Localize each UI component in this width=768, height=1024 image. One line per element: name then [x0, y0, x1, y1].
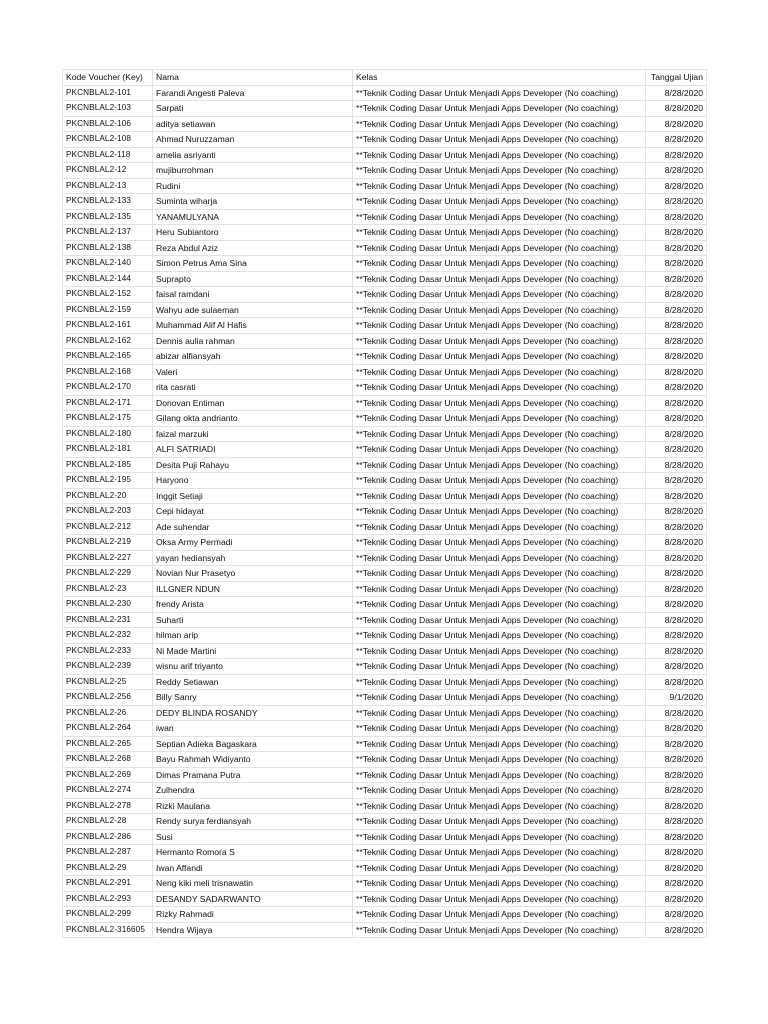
cell-kelas: **Teknik Coding Dasar Untuk Menjadi Apps Developer (No coaching)	[353, 85, 646, 101]
cell-kode-voucher: PKCNBLAL2-165	[63, 349, 153, 365]
cell-kode-voucher: PKCNBLAL2-203	[63, 504, 153, 520]
cell-kode-voucher: PKCNBLAL2-274	[63, 783, 153, 799]
cell-tanggal-ujian: 8/28/2020	[646, 178, 707, 194]
table-row	[63, 922, 707, 938]
table-row	[63, 659, 707, 675]
table-row	[63, 411, 707, 427]
cell-tanggal-ujian: 8/28/2020	[646, 411, 707, 427]
cell-kelas: **Teknik Coding Dasar Untuk Menjadi Apps Developer (No coaching)	[353, 194, 646, 210]
cell-nama: Rizki Maulana	[153, 798, 353, 814]
cell-tanggal-ujian: 8/28/2020	[646, 380, 707, 396]
cell-tanggal-ujian: 8/28/2020	[646, 442, 707, 458]
cell-nama: Rudini	[153, 178, 353, 194]
cell-tanggal-ujian: 8/28/2020	[646, 674, 707, 690]
cell-kode-voucher: PKCNBLAL2-162	[63, 333, 153, 349]
cell-kode-voucher: PKCNBLAL2-159	[63, 302, 153, 318]
table-row	[63, 163, 707, 179]
table-body	[63, 70, 707, 938]
cell-tanggal-ujian: 8/28/2020	[646, 860, 707, 876]
cell-tanggal-ujian: 8/28/2020	[646, 287, 707, 303]
cell-kelas: **Teknik Coding Dasar Untuk Menjadi Apps Developer (No coaching)	[353, 783, 646, 799]
table-row	[63, 643, 707, 659]
cell-tanggal-ujian: 8/28/2020	[646, 581, 707, 597]
cell-kelas: **Teknik Coding Dasar Untuk Menjadi Apps Developer (No coaching)	[353, 535, 646, 551]
cell-kelas: **Teknik Coding Dasar Untuk Menjadi Apps Developer (No coaching)	[353, 411, 646, 427]
cell-tanggal-ujian: 8/28/2020	[646, 566, 707, 582]
cell-kelas: **Teknik Coding Dasar Untuk Menjadi Apps Developer (No coaching)	[353, 519, 646, 535]
table-row	[63, 581, 707, 597]
table-row	[63, 504, 707, 520]
cell-kode-voucher: PKCNBLAL2-20	[63, 488, 153, 504]
cell-tanggal-ujian: 8/28/2020	[646, 721, 707, 737]
cell-kelas: **Teknik Coding Dasar Untuk Menjadi Apps Developer (No coaching)	[353, 287, 646, 303]
cell-kode-voucher: PKCNBLAL2-137	[63, 225, 153, 241]
cell-tanggal-ujian: 8/28/2020	[646, 829, 707, 845]
cell-kelas: **Teknik Coding Dasar Untuk Menjadi Apps Developer (No coaching)	[353, 798, 646, 814]
cell-tanggal-ujian: 8/28/2020	[646, 163, 707, 179]
cell-kode-voucher: PKCNBLAL2-29	[63, 860, 153, 876]
cell-tanggal-ujian: 8/28/2020	[646, 891, 707, 907]
cell-kelas: **Teknik Coding Dasar Untuk Menjadi Apps Developer (No coaching)	[353, 566, 646, 582]
cell-tanggal-ujian: 8/28/2020	[646, 643, 707, 659]
table-row	[63, 674, 707, 690]
cell-nama: Wahyu ade sulaeman	[153, 302, 353, 318]
voucher-table	[62, 69, 707, 938]
cell-kelas: **Teknik Coding Dasar Untuk Menjadi Apps Developer (No coaching)	[353, 116, 646, 132]
cell-nama: Valeri	[153, 364, 353, 380]
cell-kode-voucher: PKCNBLAL2-233	[63, 643, 153, 659]
table-row	[63, 752, 707, 768]
cell-nama: Dimas Pramana Putra	[153, 767, 353, 783]
table-row	[63, 209, 707, 225]
table-row	[63, 85, 707, 101]
cell-tanggal-ujian: 8/28/2020	[646, 101, 707, 117]
table-row	[63, 488, 707, 504]
cell-kode-voucher: PKCNBLAL2-231	[63, 612, 153, 628]
table-row	[63, 891, 707, 907]
cell-tanggal-ujian: 8/28/2020	[646, 85, 707, 101]
cell-kelas: **Teknik Coding Dasar Untuk Menjadi Apps Developer (No coaching)	[353, 147, 646, 163]
cell-kelas: **Teknik Coding Dasar Untuk Menjadi Apps Developer (No coaching)	[353, 550, 646, 566]
cell-kelas: **Teknik Coding Dasar Untuk Menjadi Apps Developer (No coaching)	[353, 891, 646, 907]
cell-kode-voucher: PKCNBLAL2-12	[63, 163, 153, 179]
cell-tanggal-ujian: 8/28/2020	[646, 225, 707, 241]
cell-kode-voucher: PKCNBLAL2-239	[63, 659, 153, 675]
cell-nama: Cepi hidayat	[153, 504, 353, 520]
cell-kelas: **Teknik Coding Dasar Untuk Menjadi Apps Developer (No coaching)	[353, 829, 646, 845]
cell-nama: amelia asriyanti	[153, 147, 353, 163]
cell-kode-voucher: PKCNBLAL2-118	[63, 147, 153, 163]
cell-nama: Billy Sanry	[153, 690, 353, 706]
table-row	[63, 628, 707, 644]
cell-nama: Sarpati	[153, 101, 353, 117]
cell-kelas: **Teknik Coding Dasar Untuk Menjadi Apps Developer (No coaching)	[353, 302, 646, 318]
table-row	[63, 612, 707, 628]
cell-nama: Ade suhendar	[153, 519, 353, 535]
cell-kelas: **Teknik Coding Dasar Untuk Menjadi Apps Developer (No coaching)	[353, 333, 646, 349]
cell-tanggal-ujian: 8/28/2020	[646, 194, 707, 210]
cell-kelas: **Teknik Coding Dasar Untuk Menjadi Apps Developer (No coaching)	[353, 736, 646, 752]
cell-nama: faisal ramdani	[153, 287, 353, 303]
cell-nama: faizal marzuki	[153, 426, 353, 442]
cell-kelas: **Teknik Coding Dasar Untuk Menjadi Apps Developer (No coaching)	[353, 349, 646, 365]
cell-tanggal-ujian: 8/28/2020	[646, 209, 707, 225]
cell-nama: Suharti	[153, 612, 353, 628]
cell-kode-voucher: PKCNBLAL2-152	[63, 287, 153, 303]
cell-kelas: **Teknik Coding Dasar Untuk Menjadi Apps Developer (No coaching)	[353, 426, 646, 442]
cell-kelas: **Teknik Coding Dasar Untuk Menjadi Apps Developer (No coaching)	[353, 442, 646, 458]
cell-kode-voucher: PKCNBLAL2-26	[63, 705, 153, 721]
cell-nama: DESANDY SADARWANTO	[153, 891, 353, 907]
cell-tanggal-ujian: 8/28/2020	[646, 457, 707, 473]
table-row	[63, 380, 707, 396]
cell-kode-voucher: PKCNBLAL2-106	[63, 116, 153, 132]
table-row	[63, 473, 707, 489]
cell-kelas: **Teknik Coding Dasar Untuk Menjadi Apps Developer (No coaching)	[353, 612, 646, 628]
cell-kelas: **Teknik Coding Dasar Untuk Menjadi Apps Developer (No coaching)	[353, 209, 646, 225]
cell-nama: Oksa Army Permadi	[153, 535, 353, 551]
cell-nama: Neng kiki meli trisnawatin	[153, 876, 353, 892]
cell-kode-voucher: PKCNBLAL2-144	[63, 271, 153, 287]
cell-kelas: **Teknik Coding Dasar Untuk Menjadi Apps Developer (No coaching)	[353, 380, 646, 396]
cell-kelas: **Teknik Coding Dasar Untuk Menjadi Apps Developer (No coaching)	[353, 674, 646, 690]
table-row	[63, 349, 707, 365]
cell-kode-voucher: PKCNBLAL2-133	[63, 194, 153, 210]
cell-kode-voucher: PKCNBLAL2-13	[63, 178, 153, 194]
table-row	[63, 550, 707, 566]
cell-tanggal-ujian: 9/1/2020	[646, 690, 707, 706]
table-row	[63, 721, 707, 737]
cell-nama: yayan hediansyah	[153, 550, 353, 566]
cell-nama: Inggit Setiaji	[153, 488, 353, 504]
cell-tanggal-ujian: 8/28/2020	[646, 612, 707, 628]
header-tanggal-ujian: Tanggal Ujian	[646, 70, 707, 86]
cell-kode-voucher: PKCNBLAL2-229	[63, 566, 153, 582]
cell-tanggal-ujian: 8/28/2020	[646, 364, 707, 380]
cell-kode-voucher: PKCNBLAL2-316605	[63, 922, 153, 938]
cell-nama: rita casrati	[153, 380, 353, 396]
cell-kode-voucher: PKCNBLAL2-28	[63, 814, 153, 830]
cell-nama: hilman arip	[153, 628, 353, 644]
table-row	[63, 690, 707, 706]
cell-kelas: **Teknik Coding Dasar Untuk Menjadi Apps Developer (No coaching)	[353, 860, 646, 876]
cell-tanggal-ujian: 8/28/2020	[646, 271, 707, 287]
cell-tanggal-ujian: 8/28/2020	[646, 395, 707, 411]
cell-nama: Novian Nur Prasetyo	[153, 566, 353, 582]
cell-tanggal-ujian: 8/28/2020	[646, 907, 707, 923]
cell-kode-voucher: PKCNBLAL2-161	[63, 318, 153, 334]
header-row	[63, 70, 707, 86]
cell-nama: Suminta wiharja	[153, 194, 353, 210]
cell-kode-voucher: PKCNBLAL2-268	[63, 752, 153, 768]
cell-nama: iwan	[153, 721, 353, 737]
table-row	[63, 302, 707, 318]
cell-kelas: **Teknik Coding Dasar Untuk Menjadi Apps Developer (No coaching)	[353, 705, 646, 721]
cell-nama: Haryono	[153, 473, 353, 489]
cell-nama: frendy Arista	[153, 597, 353, 613]
cell-nama: wisnu arif triyanto	[153, 659, 353, 675]
cell-tanggal-ujian: 8/28/2020	[646, 116, 707, 132]
cell-kode-voucher: PKCNBLAL2-25	[63, 674, 153, 690]
cell-kelas: **Teknik Coding Dasar Untuk Menjadi Apps Developer (No coaching)	[353, 163, 646, 179]
cell-kode-voucher: PKCNBLAL2-212	[63, 519, 153, 535]
cell-kode-voucher: PKCNBLAL2-278	[63, 798, 153, 814]
cell-nama: Hermanto Romora S	[153, 845, 353, 861]
cell-kode-voucher: PKCNBLAL2-170	[63, 380, 153, 396]
cell-nama: YANAMULYANA	[153, 209, 353, 225]
cell-kelas: **Teknik Coding Dasar Untuk Menjadi Apps Developer (No coaching)	[353, 752, 646, 768]
cell-nama: Muhammad Alif Al Hafis	[153, 318, 353, 334]
cell-nama: Iwan Affandi	[153, 860, 353, 876]
cell-kode-voucher: PKCNBLAL2-287	[63, 845, 153, 861]
cell-tanggal-ujian: 8/28/2020	[646, 845, 707, 861]
cell-kode-voucher: PKCNBLAL2-23	[63, 581, 153, 597]
cell-nama: Gilang okta andrianto	[153, 411, 353, 427]
cell-kode-voucher: PKCNBLAL2-138	[63, 240, 153, 256]
cell-kode-voucher: PKCNBLAL2-103	[63, 101, 153, 117]
table-row	[63, 876, 707, 892]
cell-nama: Reza Abdul Aziz	[153, 240, 353, 256]
cell-kode-voucher: PKCNBLAL2-269	[63, 767, 153, 783]
cell-tanggal-ujian: 8/28/2020	[646, 147, 707, 163]
cell-kelas: **Teknik Coding Dasar Untuk Menjadi Apps Developer (No coaching)	[353, 814, 646, 830]
cell-nama: DEDY BLINDA ROSANDY	[153, 705, 353, 721]
table-row	[63, 798, 707, 814]
cell-tanggal-ujian: 8/28/2020	[646, 876, 707, 892]
table-row	[63, 736, 707, 752]
cell-kelas: **Teknik Coding Dasar Untuk Menjadi Apps Developer (No coaching)	[353, 225, 646, 241]
cell-tanggal-ujian: 8/28/2020	[646, 814, 707, 830]
cell-kelas: **Teknik Coding Dasar Untuk Menjadi Apps Developer (No coaching)	[353, 318, 646, 334]
cell-tanggal-ujian: 8/28/2020	[646, 488, 707, 504]
cell-kode-voucher: PKCNBLAL2-219	[63, 535, 153, 551]
cell-kelas: **Teknik Coding Dasar Untuk Menjadi Apps Developer (No coaching)	[353, 922, 646, 938]
cell-kode-voucher: PKCNBLAL2-264	[63, 721, 153, 737]
cell-tanggal-ujian: 8/28/2020	[646, 256, 707, 272]
cell-tanggal-ujian: 8/28/2020	[646, 426, 707, 442]
cell-nama: mujiburrohman	[153, 163, 353, 179]
cell-kode-voucher: PKCNBLAL2-299	[63, 907, 153, 923]
cell-kelas: **Teknik Coding Dasar Untuk Menjadi Apps Developer (No coaching)	[353, 256, 646, 272]
cell-kelas: **Teknik Coding Dasar Untuk Menjadi Apps Developer (No coaching)	[353, 364, 646, 380]
cell-tanggal-ujian: 8/28/2020	[646, 473, 707, 489]
cell-kelas: **Teknik Coding Dasar Untuk Menjadi Apps Developer (No coaching)	[353, 767, 646, 783]
table-row	[63, 178, 707, 194]
cell-tanggal-ujian: 8/28/2020	[646, 519, 707, 535]
cell-nama: Farandi Angesti Paleva	[153, 85, 353, 101]
cell-kelas: **Teknik Coding Dasar Untuk Menjadi Apps Developer (No coaching)	[353, 659, 646, 675]
cell-nama: Hendra Wijaya	[153, 922, 353, 938]
table-row	[63, 783, 707, 799]
cell-nama: ILLGNER NDUN	[153, 581, 353, 597]
table-row	[63, 442, 707, 458]
cell-nama: abizar alfiansyah	[153, 349, 353, 365]
cell-tanggal-ujian: 8/28/2020	[646, 302, 707, 318]
cell-kelas: **Teknik Coding Dasar Untuk Menjadi Apps Developer (No coaching)	[353, 132, 646, 148]
cell-kode-voucher: PKCNBLAL2-293	[63, 891, 153, 907]
cell-tanggal-ujian: 8/28/2020	[646, 333, 707, 349]
cell-kode-voucher: PKCNBLAL2-230	[63, 597, 153, 613]
cell-kelas: **Teknik Coding Dasar Untuk Menjadi Apps Developer (No coaching)	[353, 271, 646, 287]
table-row	[63, 426, 707, 442]
header-kode-voucher: Kode Voucher (Key)	[63, 70, 153, 86]
table-row	[63, 364, 707, 380]
cell-kelas: **Teknik Coding Dasar Untuk Menjadi Apps Developer (No coaching)	[353, 721, 646, 737]
cell-kode-voucher: PKCNBLAL2-175	[63, 411, 153, 427]
cell-kelas: **Teknik Coding Dasar Untuk Menjadi Apps Developer (No coaching)	[353, 876, 646, 892]
table-row	[63, 814, 707, 830]
cell-kelas: **Teknik Coding Dasar Untuk Menjadi Apps Developer (No coaching)	[353, 581, 646, 597]
cell-kelas: **Teknik Coding Dasar Untuk Menjadi Apps Developer (No coaching)	[353, 101, 646, 117]
cell-nama: Zulhendra	[153, 783, 353, 799]
cell-kelas: **Teknik Coding Dasar Untuk Menjadi Apps Developer (No coaching)	[353, 488, 646, 504]
cell-kode-voucher: PKCNBLAL2-232	[63, 628, 153, 644]
table-row	[63, 271, 707, 287]
cell-nama: Susi	[153, 829, 353, 845]
table-row	[63, 147, 707, 163]
cell-kelas: **Teknik Coding Dasar Untuk Menjadi Apps Developer (No coaching)	[353, 597, 646, 613]
cell-kode-voucher: PKCNBLAL2-195	[63, 473, 153, 489]
cell-kode-voucher: PKCNBLAL2-265	[63, 736, 153, 752]
cell-nama: Dennis aulia rahman	[153, 333, 353, 349]
table-row	[63, 907, 707, 923]
cell-tanggal-ujian: 8/28/2020	[646, 798, 707, 814]
cell-tanggal-ujian: 8/28/2020	[646, 705, 707, 721]
cell-kelas: **Teknik Coding Dasar Untuk Menjadi Apps Developer (No coaching)	[353, 628, 646, 644]
table-row	[63, 395, 707, 411]
table-row	[63, 845, 707, 861]
header-nama: Nama	[153, 70, 353, 86]
cell-tanggal-ujian: 8/28/2020	[646, 752, 707, 768]
cell-tanggal-ujian: 8/28/2020	[646, 659, 707, 675]
cell-nama: Reddy Setiawan	[153, 674, 353, 690]
cell-tanggal-ujian: 8/28/2020	[646, 535, 707, 551]
cell-kode-voucher: PKCNBLAL2-227	[63, 550, 153, 566]
cell-nama: Rizky Rahmadi	[153, 907, 353, 923]
cell-nama: Bayu Rahmah Widiyanto	[153, 752, 353, 768]
cell-nama: aditya setiawan	[153, 116, 353, 132]
cell-tanggal-ujian: 8/28/2020	[646, 240, 707, 256]
cell-tanggal-ujian: 8/28/2020	[646, 349, 707, 365]
cell-nama: Ni Made Martini	[153, 643, 353, 659]
voucher-sheet	[62, 69, 707, 938]
cell-tanggal-ujian: 8/28/2020	[646, 783, 707, 799]
cell-kode-voucher: PKCNBLAL2-286	[63, 829, 153, 845]
cell-nama: Suprapto	[153, 271, 353, 287]
table-row	[63, 101, 707, 117]
cell-kode-voucher: PKCNBLAL2-101	[63, 85, 153, 101]
cell-kode-voucher: PKCNBLAL2-256	[63, 690, 153, 706]
cell-tanggal-ujian: 8/28/2020	[646, 922, 707, 938]
table-row	[63, 519, 707, 535]
cell-nama: Heru Subiantoro	[153, 225, 353, 241]
cell-kode-voucher: PKCNBLAL2-135	[63, 209, 153, 225]
cell-kode-voucher: PKCNBLAL2-108	[63, 132, 153, 148]
cell-nama: Ahmad Nuruzzaman	[153, 132, 353, 148]
table-row	[63, 597, 707, 613]
cell-nama: Septian Adieka Bagaskara	[153, 736, 353, 752]
cell-kode-voucher: PKCNBLAL2-291	[63, 876, 153, 892]
table-row	[63, 116, 707, 132]
cell-kode-voucher: PKCNBLAL2-140	[63, 256, 153, 272]
table-row	[63, 860, 707, 876]
table-row	[63, 194, 707, 210]
table-row	[63, 705, 707, 721]
cell-kelas: **Teknik Coding Dasar Untuk Menjadi Apps Developer (No coaching)	[353, 457, 646, 473]
cell-kelas: **Teknik Coding Dasar Untuk Menjadi Apps Developer (No coaching)	[353, 178, 646, 194]
cell-kelas: **Teknik Coding Dasar Untuk Menjadi Apps Developer (No coaching)	[353, 845, 646, 861]
table-row	[63, 132, 707, 148]
cell-nama: Desita Puji Rahayu	[153, 457, 353, 473]
cell-kelas: **Teknik Coding Dasar Untuk Menjadi Apps Developer (No coaching)	[353, 907, 646, 923]
table-row	[63, 225, 707, 241]
header-kelas: Kelas	[353, 70, 646, 86]
cell-tanggal-ujian: 8/28/2020	[646, 736, 707, 752]
cell-kelas: **Teknik Coding Dasar Untuk Menjadi Apps Developer (No coaching)	[353, 643, 646, 659]
cell-tanggal-ujian: 8/28/2020	[646, 597, 707, 613]
cell-nama: Simon Petrus Ama Sina	[153, 256, 353, 272]
cell-kode-voucher: PKCNBLAL2-180	[63, 426, 153, 442]
cell-kelas: **Teknik Coding Dasar Untuk Menjadi Apps Developer (No coaching)	[353, 690, 646, 706]
cell-kelas: **Teknik Coding Dasar Untuk Menjadi Apps Developer (No coaching)	[353, 504, 646, 520]
cell-kode-voucher: PKCNBLAL2-181	[63, 442, 153, 458]
table-row	[63, 256, 707, 272]
table-row	[63, 318, 707, 334]
table-row	[63, 767, 707, 783]
cell-kelas: **Teknik Coding Dasar Untuk Menjadi Apps Developer (No coaching)	[353, 240, 646, 256]
cell-kelas: **Teknik Coding Dasar Untuk Menjadi Apps Developer (No coaching)	[353, 473, 646, 489]
cell-tanggal-ujian: 8/28/2020	[646, 504, 707, 520]
cell-tanggal-ujian: 8/28/2020	[646, 767, 707, 783]
cell-tanggal-ujian: 8/28/2020	[646, 628, 707, 644]
table-row	[63, 457, 707, 473]
table-row	[63, 287, 707, 303]
cell-kode-voucher: PKCNBLAL2-168	[63, 364, 153, 380]
table-row	[63, 240, 707, 256]
cell-nama: Rendy surya ferdiansyah	[153, 814, 353, 830]
table-row	[63, 829, 707, 845]
table-row	[63, 566, 707, 582]
cell-nama: Donovan Entiman	[153, 395, 353, 411]
cell-kelas: **Teknik Coding Dasar Untuk Menjadi Apps Developer (No coaching)	[353, 395, 646, 411]
cell-tanggal-ujian: 8/28/2020	[646, 132, 707, 148]
cell-tanggal-ujian: 8/28/2020	[646, 550, 707, 566]
cell-tanggal-ujian: 8/28/2020	[646, 318, 707, 334]
table-row	[63, 333, 707, 349]
cell-kode-voucher: PKCNBLAL2-185	[63, 457, 153, 473]
cell-nama: ALFI SATRIADI	[153, 442, 353, 458]
table-row	[63, 535, 707, 551]
cell-kode-voucher: PKCNBLAL2-171	[63, 395, 153, 411]
